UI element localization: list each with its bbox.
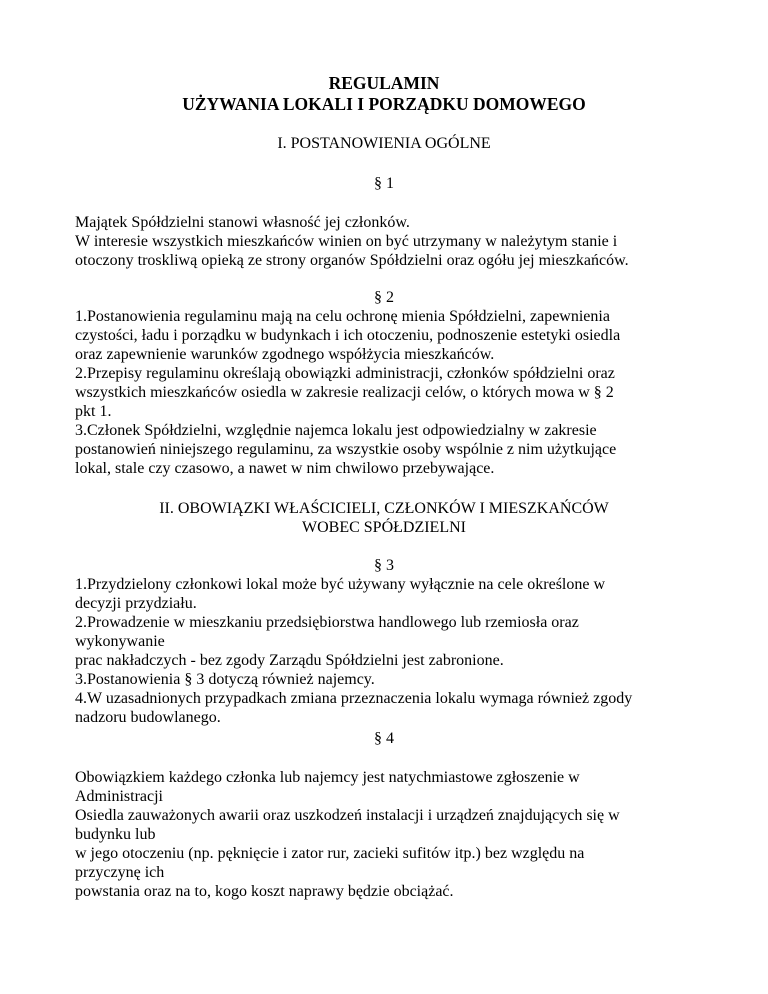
paragraph-symbol: § 2 [374,289,394,306]
paragraph-text-line: 3.Postanowienia § 3 dotyczą również najemcy. [75,671,375,688]
paragraph-text-line: lokal, stale czy czasowo, a nawet w nim chwilowo przebywające. [75,460,495,477]
paragraph-text-line: decyzji przydziału. [75,595,197,612]
paragraph-text-line: wykonywanie [75,633,165,650]
paragraph-text-line: Administracji [75,788,163,805]
paragraph-text-line: budynku lub [75,826,156,843]
paragraph-symbol: § 4 [374,730,394,747]
paragraph-text-line: pkt 1. [75,403,112,420]
paragraph-text-line: 2.Prowadzenie w mieszkaniu przedsiębiorstwa handlowego lub rzemiosła oraz [75,614,579,631]
paragraph-text-line: postanowień niniejszego regulaminu, za wszystkie osoby wspólnie z nim użytkujące [75,441,617,458]
paragraph-symbol: § 1 [374,175,394,192]
paragraph-text-line: nadzoru budowlanego. [75,709,221,726]
paragraph-text-line: prac nakładczych - bez zgody Zarządu Spółdzielni jest zabronione. [75,652,504,669]
document-title: REGULAMIN [328,73,440,93]
paragraph-symbol: § 3 [374,557,394,574]
paragraph-text-line: wszystkich mieszkańców osiedla w zakresie realizacji celów, o których mowa w § 2 [75,384,614,401]
paragraph-text-line: Osiedla zauważonych awarii oraz uszkodzeń instalacji i urządzeń znajdujących się w [75,807,620,824]
paragraph-text-line: 1.Przydzielony członkowi lokal może być używany wyłącznie na cele określone w [75,576,606,593]
paragraph-text-line: w jego otoczeniu (np. pęknięcie i zator rur, zacieki sufitów itp.) bez względu na [75,845,585,862]
paragraph-text-line: oraz zapewnienie warunków zgodnego współżycia mieszkańców. [75,346,495,363]
paragraph-text-line: powstania oraz na to, kogo koszt naprawy będzie obciążać. [75,883,454,900]
paragraph-text-line: 2.Przepisy regulaminu określają obowiązki administracji, członków spółdzielni oraz [75,365,615,382]
document-subtitle: UŻYWANIA LOKALI I PORZĄDKU DOMOWEGO [182,94,586,114]
paragraph-text-line: 4.W uzasadnionych przypadkach zmiana przeznaczenia lokalu wymaga również zgody [75,690,633,707]
paragraph-text-line: przyczynę ich [75,864,165,881]
paragraph-text-line: czystości, ładu i porządku w budynkach i ich otoczeniu, podnoszenie estetyki osiedla [75,327,621,344]
paragraph-text-line: W interesie wszystkich mieszkańców winien on być utrzymany w należytym stanie i [75,233,618,250]
paragraph-text-line: Obowiązkiem każdego członka lub najemcy jest natychmiastowe zgłoszenie w [75,769,580,786]
chapter-heading: I. POSTANOWIENIA OGÓLNE [277,135,491,152]
paragraph-text-line: otoczony troskliwą opieką ze strony organów Spółdzielni oraz ogółu jej mieszkańców. [75,252,629,269]
paragraph-text-line: Majątek Spółdzielni stanowi własność jej członków. [75,214,410,231]
paragraph-text-line: 1.Postanowienia regulaminu mają na celu ochronę mienia Spółdzielni, zapewnienia [75,308,610,325]
chapter-heading-continued: WOBEC SPÓŁDZIELNI [302,519,466,536]
paragraph-text-line: 3.Członek Spółdzielni, względnie najemca lokalu jest odpowiedzialny w zakresie [75,422,597,439]
chapter-heading: II. OBOWIĄZKI WŁAŚCICIELI, CZŁONKÓW I MIESZKAŃCÓW [159,500,609,517]
